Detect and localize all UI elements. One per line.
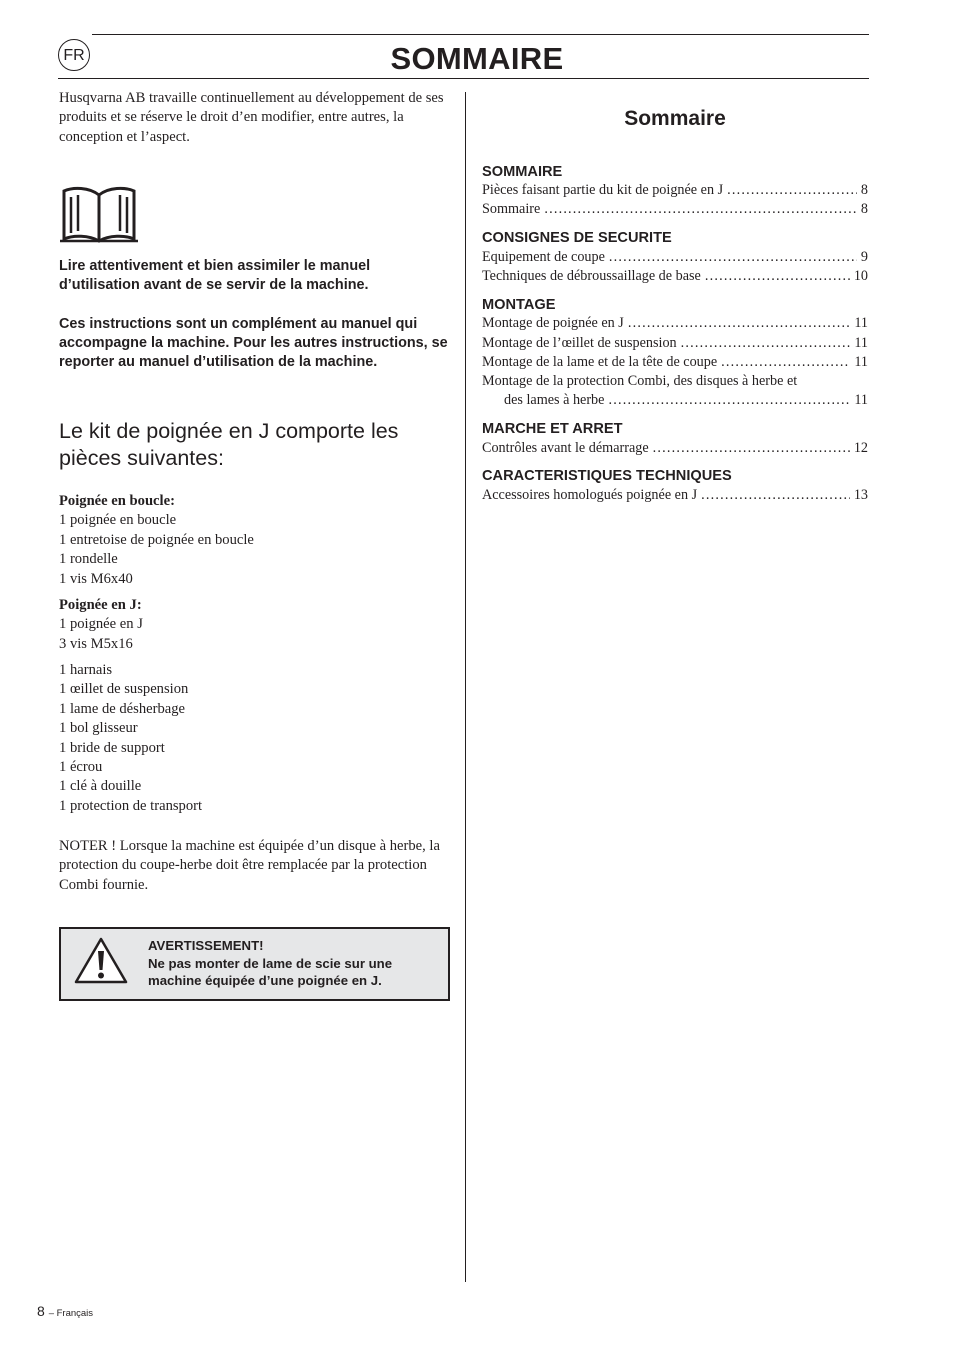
list-item: 1 écrou: [59, 759, 103, 776]
toc-entry[interactable]: Sommaire ..... 8: [482, 200, 868, 219]
list-heading: Poignée en boucle:: [59, 493, 175, 509]
list-item: 1 vis M6x40: [59, 570, 133, 587]
toc-entry[interactable]: Equipement de coupe ..... 9: [482, 248, 868, 267]
toc-entry[interactable]: Contrôles avant le démarrage ..... 12: [482, 439, 868, 458]
kit-heading: Le kit de poignée en J comporte les pièces suivantes:: [59, 419, 399, 470]
list-item: 1 entretoise de poignée en boucle: [59, 531, 254, 548]
list-item: 1 bride de support: [59, 739, 165, 756]
list-item: 1 lame de désherbage: [59, 700, 186, 717]
toc-entry[interactable]: Montage de l’œillet de suspension ..... 11: [482, 334, 868, 353]
toc-entry[interactable]: des lames à herbe ..... 11: [482, 391, 868, 410]
intro-paragraph: Husqvarna AB travaille continuellement au développement de ses produits et se réserve le droit d’en modifier, entre autres, la conception et l’aspect.: [59, 90, 444, 145]
toc-entry[interactable]: Montage de poignée en J ..... 11: [482, 314, 868, 333]
toc-entry[interactable]: Techniques de débroussaillage de base ..... 10: [482, 267, 868, 286]
toc-entry[interactable]: Montage de la protection Combi, des disques à herbe et: [482, 373, 798, 389]
toc-entry[interactable]: Pièces faisant partie du kit de poignée en J ..... 8: [482, 181, 868, 200]
list-item: 1 œillet de suspension: [59, 681, 189, 698]
toc-entry[interactable]: Montage de la lame et de la tête de coupe ..... 11: [482, 353, 868, 372]
list-item: 1 harnais: [59, 662, 113, 678]
list-item: 1 bol glisseur: [59, 720, 138, 737]
toc-section-heading: CARACTERISTIQUES TECHNIQUES: [482, 468, 732, 484]
language-badge: FR: [58, 39, 90, 71]
list-item: 1 poignée en boucle: [59, 512, 177, 529]
page-number: 8: [37, 1303, 45, 1319]
toc-section-heading: MARCHE ET ARRET: [482, 421, 623, 437]
read-manual-icon: [59, 185, 139, 248]
accessories-list: [59, 661, 449, 816]
list-item: 1 protection de transport: [59, 797, 203, 814]
loop-handle-list: [59, 492, 449, 589]
list-item: 1 poignée en J: [59, 616, 143, 633]
j-handle-list: [59, 596, 449, 654]
list-heading: Poignée en J:: [59, 597, 142, 613]
warning-title: AVERTISSEMENT!: [148, 938, 264, 953]
header-bottom-rule: [58, 78, 869, 79]
list-item: 3 vis M5x16: [59, 635, 133, 652]
warning-line: machine équipée d’une poignée en J.: [148, 973, 382, 989]
header-top-rule: [92, 34, 869, 35]
page-footer: [37, 1303, 93, 1319]
list-item: 1 clé à douille: [59, 778, 142, 795]
note-paragraph: NOTER ! Lorsque la machine est équipée d’un disque à herbe, la protection du coupe-herbe doit être remplacée par la protection Combi fournie.: [59, 838, 440, 893]
footer-language: – Français: [48, 1308, 94, 1319]
toc-title: Sommaire: [624, 107, 726, 130]
toc-section-heading: SOMMAIRE: [482, 164, 563, 180]
warning-triangle-icon: [73, 936, 129, 991]
read-manual-notice: Lire attentivement et bien assimiler le manuel d’utilisation avant de se servir de la machine.: [59, 258, 371, 294]
supplement-notice: Ces instructions sont un complément au manuel qui accompagne la machine. Pour les autres instructions, se reporter au manuel d’utilisation de la machine.: [59, 316, 448, 371]
page-title: SOMMAIRE: [390, 41, 564, 76]
toc-entry[interactable]: Accessoires homologués poignée en J ..... 13: [482, 486, 868, 505]
warning-line: Ne pas monter de lame de scie sur une: [148, 955, 393, 971]
toc-section-heading: CONSIGNES DE SECURITE: [482, 230, 672, 246]
warning-box: [59, 927, 450, 1001]
toc-section-heading: MONTAGE: [482, 297, 556, 313]
column-divider: [465, 92, 466, 1282]
list-item: 1 rondelle: [59, 551, 118, 568]
